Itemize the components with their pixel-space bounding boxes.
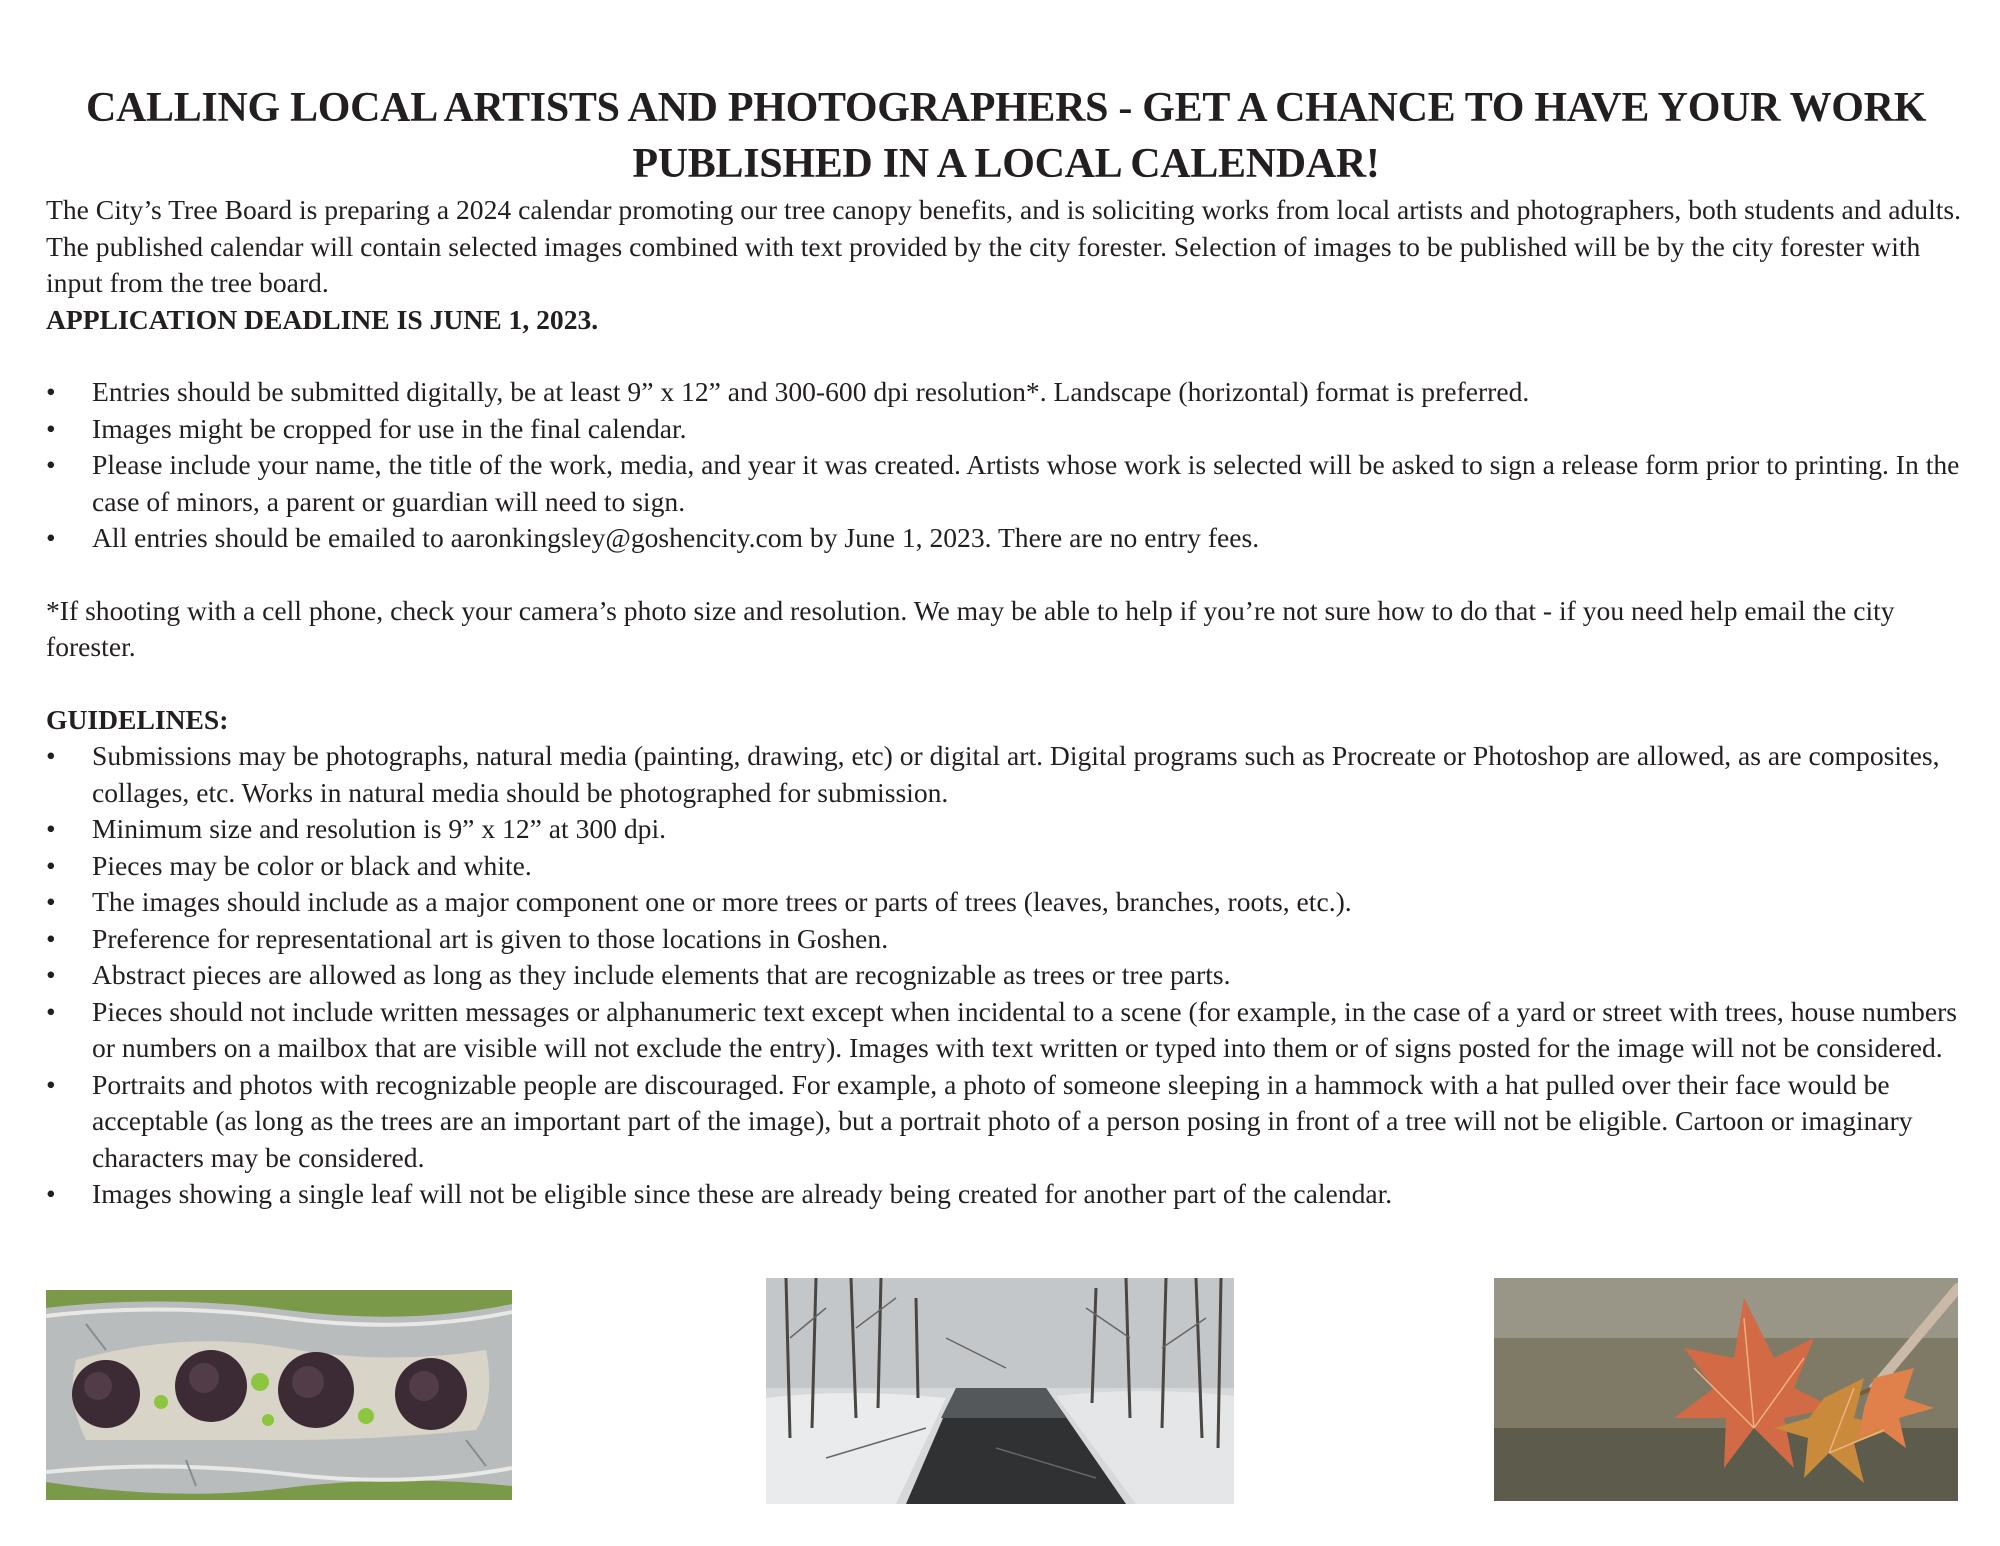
guidelines-heading: GUIDELINES: bbox=[46, 703, 229, 735]
entry-rule-item: • All entries should be emailed to aaronkingsley@goshencity.com by June 1, 2023. There are no entry fees. bbox=[46, 520, 1966, 557]
entry-rule-item: • Please include your name, the title of the work, media, and year it was created. Artists whose work is selected will be asked to sign a release form prior to printing. In the case of minors, a parent or guardian will need to sign. bbox=[46, 447, 1966, 520]
intro-paragraph: The City’s Tree Board is preparing a 2024 calendar promoting our tree canopy benefits, and is soliciting works from local artists and photographers, both students and adults. The published calendar will contain selected images combined with text provided by the city forester. Selection of images to be published will be by the city forester with input from the tree board. bbox=[46, 194, 1962, 298]
guideline-item: • Preference for representational art is given to those locations in Goshen. bbox=[46, 921, 1966, 958]
maple-leaves-photo bbox=[1494, 1278, 1958, 1501]
guidelines-list bbox=[46, 738, 1966, 1213]
guideline-item: • Submissions may be photographs, natural media (painting, drawing, etc) or digital art. Digital programs such as Procreate or Photoshop are allowed, as are composites, collages, etc. Works in natural media should be photographed for submission. bbox=[46, 738, 1966, 811]
entry-rule-item: • Images might be cropped for use in the final calendar. bbox=[46, 411, 1966, 448]
snowy-river-photo bbox=[766, 1278, 1234, 1504]
flyer bbox=[46, 80, 1966, 1213]
guideline-item: • Minimum size and resolution is 9” x 12” at 300 dpi. bbox=[46, 811, 1966, 848]
cell-phone-footnote: *If shooting with a cell phone, check your camera’s photo size and resolution. We may be able to help if you’re not sure how to do that - if you need help email the city forester. bbox=[46, 594, 1895, 662]
flyer-title: CALLING LOCAL ARTISTS AND PHOTOGRAPHERS - GET A CHANCE TO HAVE YOUR WORK PUBLISHED IN A LOCAL CALENDAR! bbox=[85, 85, 1927, 187]
guideline-item: • Portraits and photos with recognizable people are discouraged. For example, a photo of someone sleeping in a hammock with a hat pulled over their face would be acceptable (as long as the trees are an important part of the image), but a portrait photo of a person posing in front of a tree will not be eligible. Cartoon or imaginary characters may be considered. bbox=[46, 1067, 1966, 1177]
guideline-item: • Pieces should not include written messages or alphanumeric text except when incidental to a scene (for example, in the case of a yard or street with trees, house numbers or numbers on a mailbox that are visible will not exclude the entry). Images with text written or typed into them or of signs posted for the image will not be considered. bbox=[46, 994, 1966, 1067]
guideline-item: • The images should include as a major component one or more trees or parts of trees (leaves, branches, roots, etc.). bbox=[46, 884, 1966, 921]
application-deadline: APPLICATION DEADLINE IS JUNE 1, 2023. bbox=[46, 303, 599, 335]
entry-rule-item: • Entries should be submitted digitally, be at least 9” x 12” and 300-600 dpi resolution*. Landscape (horizontal) format is preferred. bbox=[46, 374, 1966, 411]
guideline-item: • Abstract pieces are allowed as long as they include elements that are recognizable as trees or tree parts. bbox=[46, 957, 1966, 994]
entry-rules-list bbox=[46, 374, 1966, 557]
guideline-item: • Pieces may be color or black and white. bbox=[46, 848, 1966, 885]
guideline-item: • Images showing a single leaf will not be eligible since these are already being created for another part of the calendar. bbox=[46, 1176, 1966, 1213]
aerial-shrubs-photo bbox=[46, 1290, 512, 1500]
